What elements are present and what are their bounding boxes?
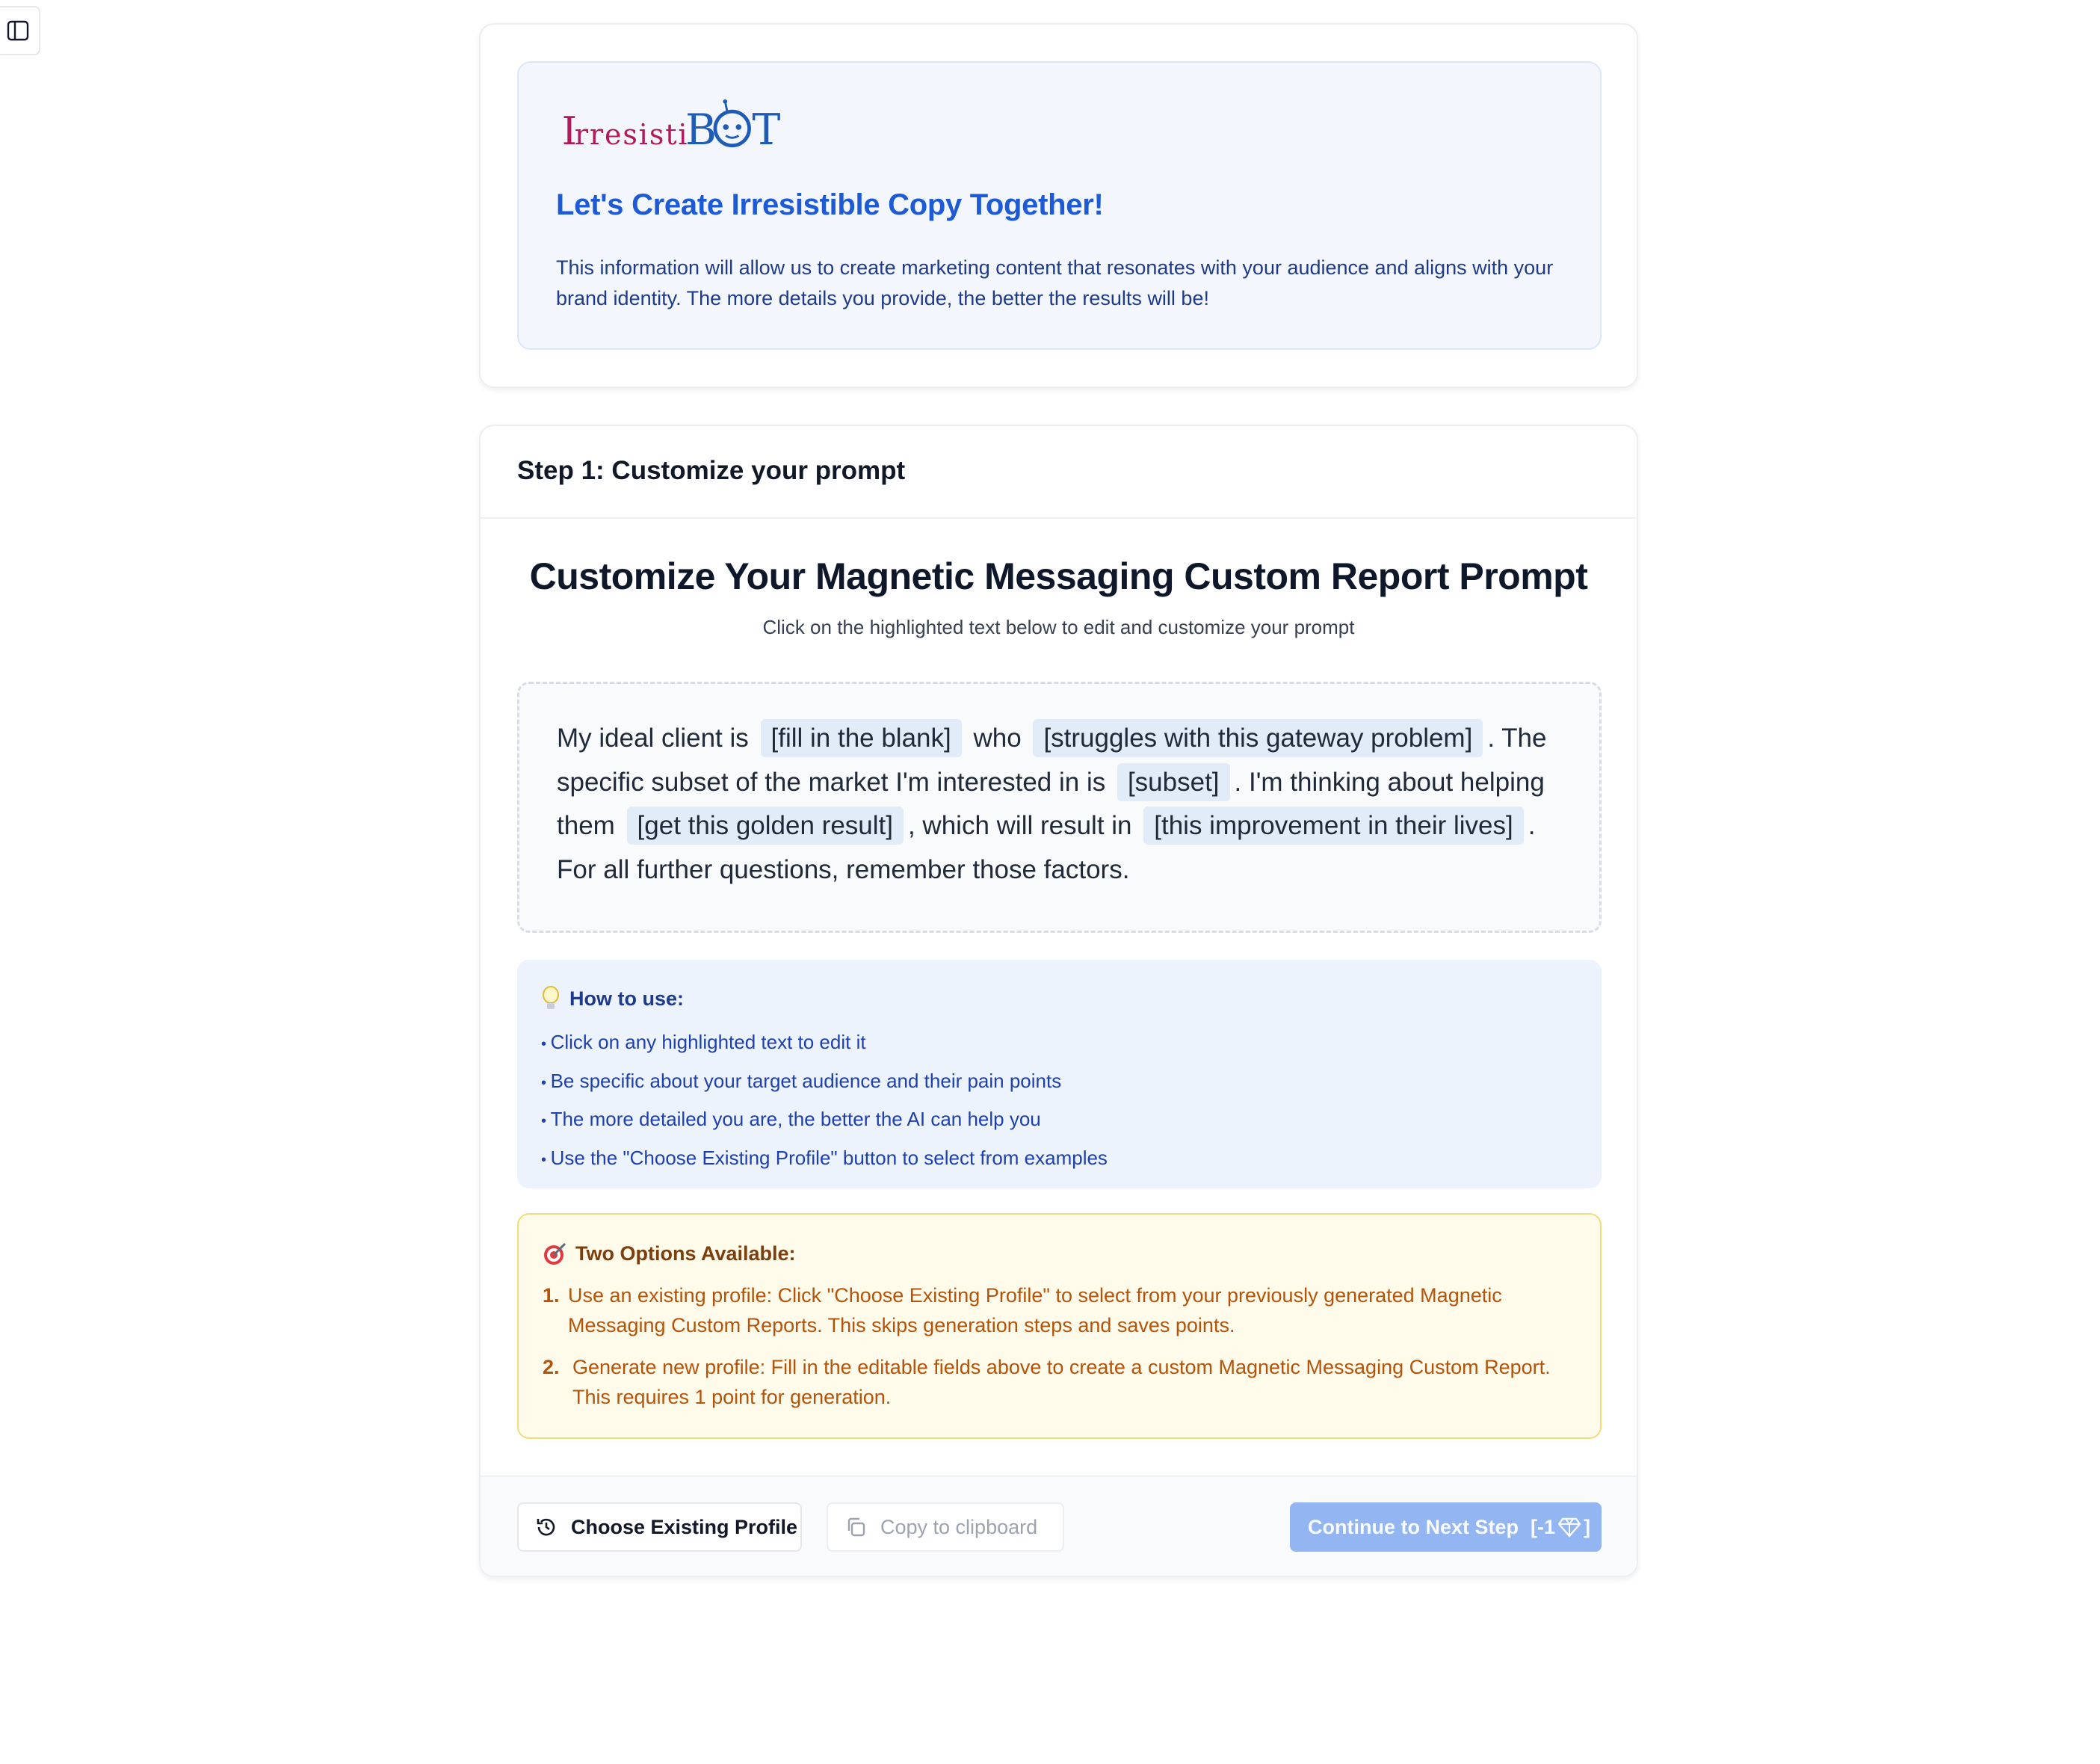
copy-to-clipboard-label: Copy to clipboard <box>880 1515 1038 1538</box>
how-to-item: • Click on any highlighted text to edit it <box>541 1024 1578 1063</box>
prompt-editor <box>517 682 1602 933</box>
prompt-text: . The specific subset of the market I'm interested in is <box>557 724 1547 797</box>
point-cost: [-1 ] <box>1531 1515 1590 1538</box>
svg-text:rresisti: rresisti <box>574 117 689 151</box>
intro-title: Let's Create Irresistible Copy Together! <box>556 188 1104 221</box>
prompt-title: Customize Your Magnetic Messaging Custom Report Prompt <box>529 555 1588 597</box>
sidebar-panel-icon <box>7 20 29 41</box>
how-to-item: • Be specific about your target audience and their pain points <box>541 1063 1578 1102</box>
prompt-text: . I'm thinking about helping them <box>557 767 1545 840</box>
svg-text:T: T <box>752 105 781 155</box>
option-number: 2. <box>543 1356 560 1378</box>
step-title: Step 1: Customize your prompt <box>517 456 906 485</box>
how-to-item: • Use the "Choose Existing Profile" button to select from examples <box>541 1140 1578 1179</box>
step-header <box>481 426 1637 519</box>
step-card <box>479 425 1638 1577</box>
history-icon <box>535 1516 558 1538</box>
copy-to-clipboard-button[interactable] <box>827 1502 1064 1552</box>
prompt-text: who <box>973 724 1022 753</box>
step-footer <box>481 1475 1637 1576</box>
sidebar-toggle-button[interactable] <box>0 6 40 55</box>
continue-label: Continue to Next Step <box>1308 1515 1519 1538</box>
gem-icon <box>1558 1517 1581 1538</box>
continue-next-step-button[interactable] <box>1290 1502 1602 1552</box>
prompt-subtitle: Click on the highlighted text below to edit and customize your prompt <box>762 616 1355 638</box>
option-number: 1. <box>543 1284 560 1307</box>
copy-icon <box>844 1516 867 1538</box>
how-to-use-panel <box>517 960 1602 1188</box>
svg-text:B: B <box>685 105 717 155</box>
option-item <box>543 1352 1576 1412</box>
intro-panel <box>517 61 1602 350</box>
option-text: Generate new profile: Fill in the editable fields above to create a custom Magnetic Messaging Custom Report. This requires 1 point for generation. <box>572 1356 1551 1408</box>
editable-slot-ideal-client[interactable]: [fill in the blank] <box>761 719 962 757</box>
prompt-text: , which will result in <box>907 811 1132 840</box>
option-item <box>543 1280 1576 1340</box>
how-to-use-title: How to use: <box>569 987 684 1010</box>
editable-slot-golden-result[interactable]: [get this golden result] <box>627 807 904 845</box>
editable-slot-subset[interactable]: [subset] <box>1117 763 1230 801</box>
how-to-item: • The more detailed you are, the better the AI can help you <box>541 1101 1578 1140</box>
editable-slot-gateway-problem[interactable]: [struggles with this gateway problem] <box>1033 719 1483 757</box>
target-icon <box>543 1241 568 1266</box>
lightbulb-icon <box>541 986 560 1011</box>
editable-slot-improvement[interactable]: [this improvement in their lives] <box>1143 807 1523 845</box>
prompt-text: My ideal client is <box>557 724 749 753</box>
options-title: Two Options Available: <box>575 1242 796 1265</box>
option-text: Use an existing profile: Click "Choose Existing Profile" to select from your previously generated Magnetic Messaging Custom Reports. This skips generation steps and saves points. <box>568 1284 1502 1336</box>
choose-existing-profile-label: Choose Existing Profile <box>571 1515 798 1538</box>
irresistibot-logo <box>556 99 788 155</box>
intro-card <box>479 23 1638 388</box>
prompt-text: . For all further questions, remember those factors. <box>557 811 1536 884</box>
options-panel <box>517 1213 1602 1439</box>
svg-text:I: I <box>561 108 578 154</box>
choose-existing-profile-button[interactable] <box>517 1502 802 1552</box>
intro-description: This information will allow us to create marketing content that resonates with your audience and aligns with your brand identity. The more details you provide, the better the results will be! <box>556 256 1554 309</box>
